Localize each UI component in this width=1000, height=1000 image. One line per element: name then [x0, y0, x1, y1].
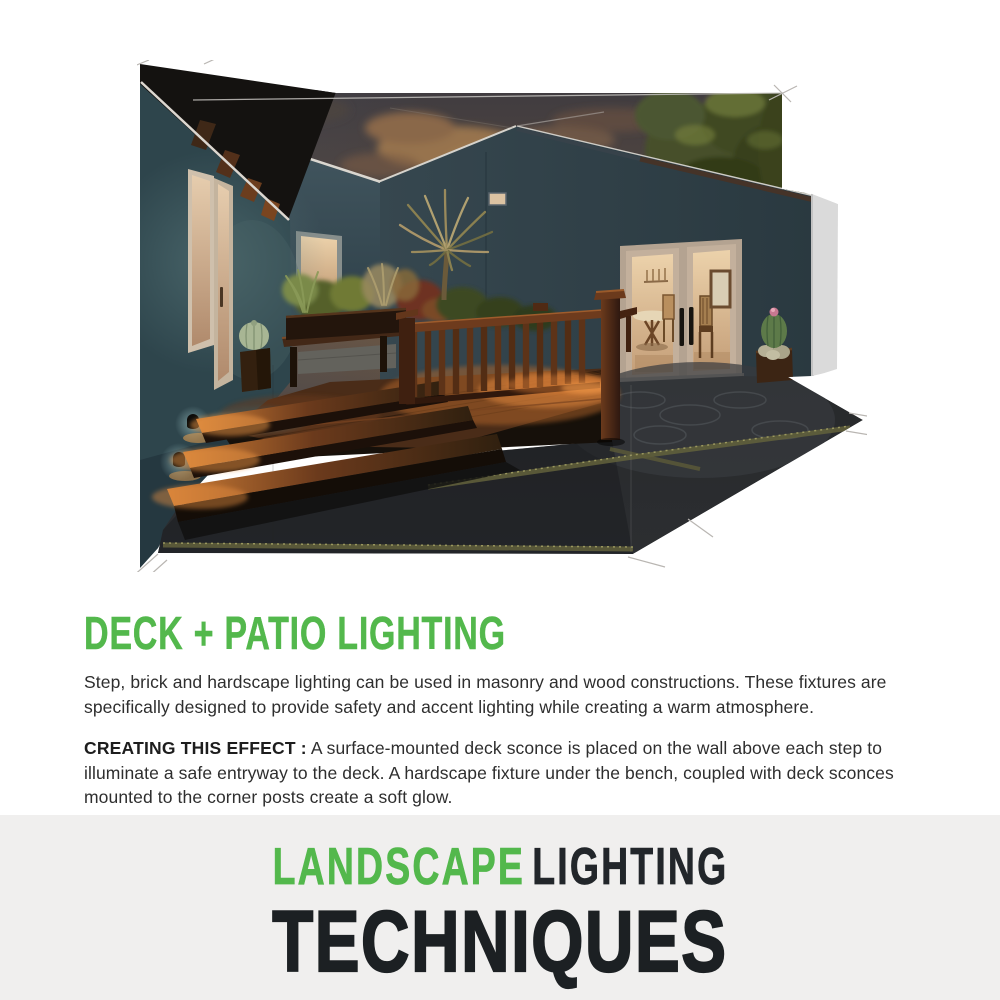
potted-cactus-left [239, 320, 271, 392]
brand-word-landscape: LANDSCAPE [272, 838, 525, 896]
effect-label: CREATING THIS EFFECT : [84, 737, 307, 758]
footer-brand [0, 815, 1000, 1000]
article-section [84, 606, 942, 826]
gray-end-panel [812, 193, 838, 377]
brand-line-1 [272, 838, 728, 896]
brand-word-lighting: LIGHTING [531, 838, 728, 896]
intro-paragraph: Step, brick and hardscape lighting can be used in masonry and wood constructions. These fixtures are specifically designed to provide safety and accent lighting while creating a warm atmosphere. [84, 672, 887, 717]
lit-window [188, 169, 214, 353]
deck-patio-illustration [137, 60, 867, 572]
page-title: DECK + PATIO LIGHTING [84, 607, 506, 659]
effect-paragraph [84, 736, 942, 811]
glass-door [214, 178, 233, 390]
brand-line-2: TECHNIQUES [272, 894, 728, 990]
effect-text: A surface-mounted deck sconce is placed on the wall above each step to illuminate a safe entryway to the deck. A hardscape fixture under the bench, coupled with deck sconces mounted to the corner posts create a soft glow. [84, 737, 894, 808]
picture-frame [711, 271, 730, 307]
